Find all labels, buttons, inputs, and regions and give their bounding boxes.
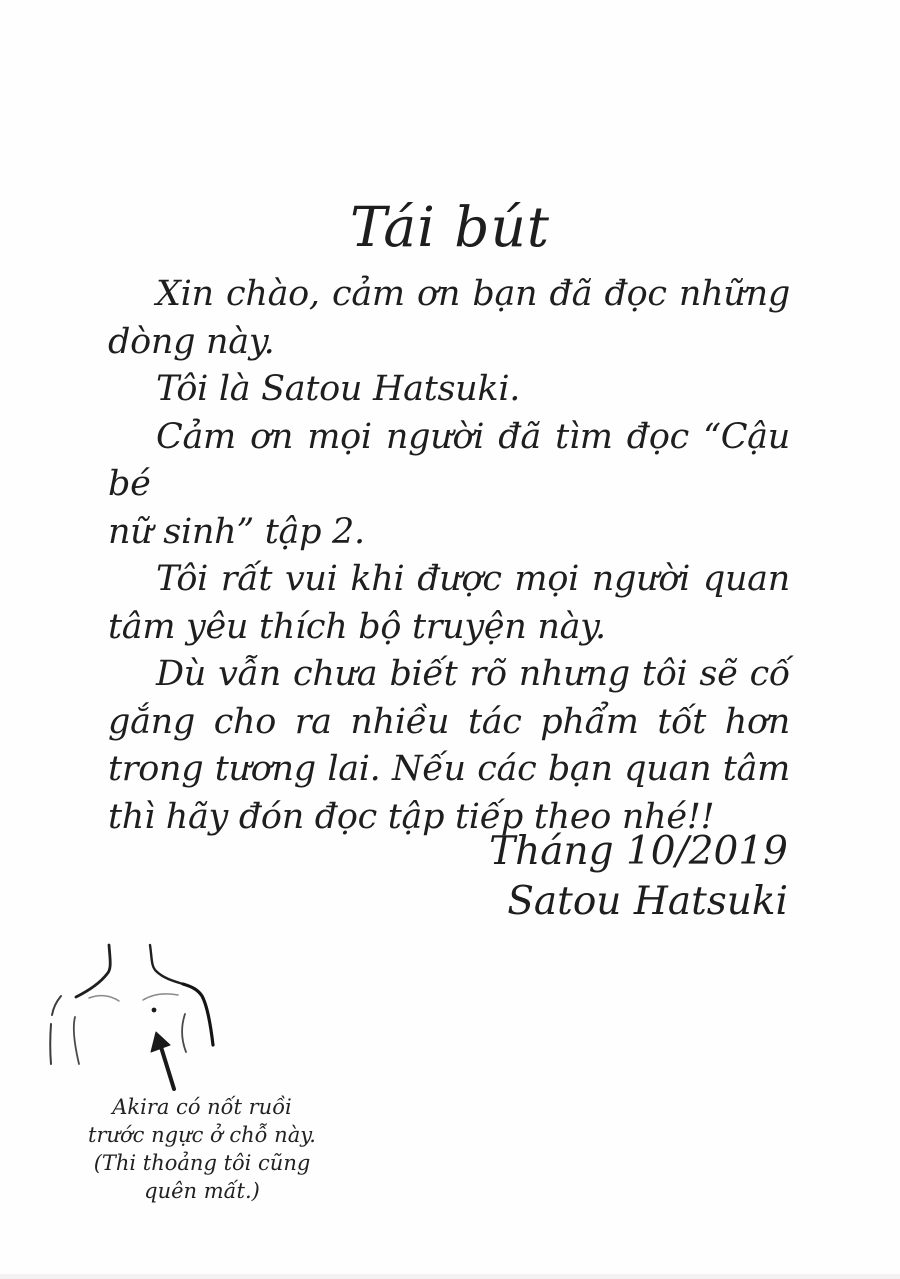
neck-left-line — [76, 945, 110, 997]
page-title: Tái bút — [349, 195, 550, 259]
body-line: thì hãy đón đọc tập tiếp theo nhé!! — [108, 796, 715, 837]
body-line: gắng cho ra nhiều tác phẩm tốt hơn — [108, 701, 790, 742]
body-line: Tôi là Satou Hatsuki. — [156, 369, 521, 409]
mole-dot — [152, 1008, 157, 1013]
neck-right-line — [150, 945, 183, 984]
sketch-note-line: trước ngực ở chỗ này. — [88, 1123, 316, 1147]
body-line: trong tương lai. Nếu các bạn quan tâm — [108, 749, 790, 789]
shoulder-left-line — [52, 996, 61, 1015]
sketch-note — [72, 1093, 332, 1205]
sketch-note-line: quên mất.) — [144, 1179, 260, 1203]
chest-sketch — [42, 933, 242, 1098]
afterword-body — [108, 271, 790, 841]
arrow-pointer-head — [151, 1032, 170, 1052]
body-line: Xin chào, cảm ơn bạn đã đọc những — [156, 274, 790, 314]
date-line: Tháng 10/2019 — [489, 829, 788, 874]
page-edge-shadow — [0, 1274, 900, 1279]
author-signature: Satou Hatsuki — [507, 879, 788, 924]
body-line: Dù vẫn chưa biết rõ nhưng tôi sẽ cố — [156, 654, 790, 694]
shoulder-right-line — [183, 984, 213, 1045]
collarbone-right-line — [143, 994, 178, 1000]
body-line: Cảm ơn mọi người đã tìm đọc “Cậu bé — [108, 416, 790, 504]
signature-block — [300, 827, 788, 927]
arm-left-line — [50, 1024, 51, 1064]
sketch-note-line: Akira có nốt ruồi — [112, 1095, 292, 1119]
arrow-pointer-shaft — [161, 1047, 174, 1089]
body-line: dòng này. — [108, 321, 275, 362]
collarbone-left-line — [89, 996, 119, 1001]
chest-right-line — [182, 1014, 186, 1052]
body-line: tâm yêu thích bộ truyện này. — [108, 606, 606, 647]
body-line: Tôi rất vui khi được mọi người quan — [156, 559, 790, 599]
chest-left-line — [74, 1017, 79, 1064]
body-line: nữ sinh” tập 2. — [108, 511, 365, 552]
sketch-note-line: (Thi thoảng tôi cũng — [93, 1151, 311, 1175]
